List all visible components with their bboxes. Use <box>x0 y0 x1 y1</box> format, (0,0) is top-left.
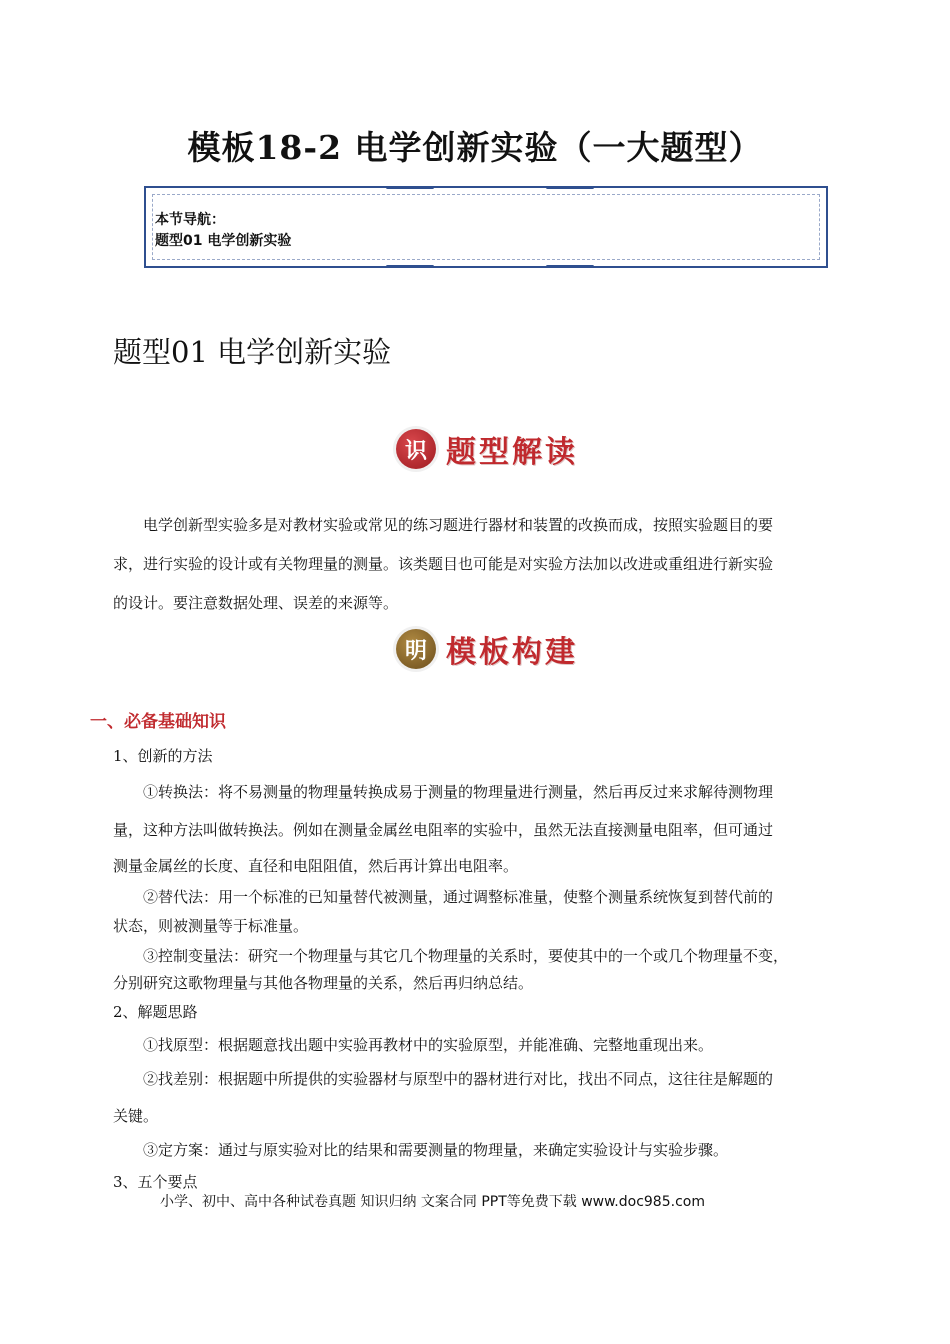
seal-icon: 明 <box>396 629 436 669</box>
intro-line-3: 的设计。要注意数据处理、误差的来源等。 <box>113 594 399 612</box>
intro-paragraph-cont <box>113 545 853 623</box>
navigation-link-item-1[interactable]: 题型01 电学创新实验 <box>155 233 292 249</box>
method-1-line-1: ①转换法：将不易测量的物理量转换成易于测量的物理量进行测量，然后再反过来求解待测物理 <box>143 783 774 801</box>
method-2-line-2: 状态，则被测量等于标准量。 <box>113 917 309 935</box>
badge-template-construction <box>396 627 578 671</box>
step-2-line-1: ②找差别：根据题中所提供的实验器材与原型中的器材进行对比，找出不同点，这往往是解题的 <box>143 1070 774 1088</box>
intro-paragraph <box>113 506 853 545</box>
section-heading: 题型01 电学创新实验 <box>113 335 392 369</box>
method-3-line-2: 分别研究这歌物理量与其他各物理量的关系，然后再归纳总结。 <box>113 974 534 992</box>
intro-line-1: 电学创新型实验多是对教材实验或常见的练习题进行器材和装置的改换而成，按照实验题目的要 <box>143 516 774 534</box>
item-2-title: 2、解题思路 <box>113 1003 198 1021</box>
navigation-box-decor-bottom-right <box>546 265 594 268</box>
navigation-box-decor-bottom-left <box>386 265 434 268</box>
navigation-box-dashed-border <box>152 194 820 260</box>
section-navigation-box <box>144 186 828 268</box>
badge-label: 题型解读 <box>446 435 578 470</box>
knowledge-heading: 一、必备基础知识 <box>90 712 226 732</box>
method-3-line-1: ③控制变量法：研究一个物理量与其它几个物理量的关系时，要使其中的一个或几个物理量不变， <box>143 947 789 965</box>
navigation-box-decor-top-right <box>546 186 594 189</box>
navigation-heading: 本节导航： <box>155 212 225 228</box>
intro-line-2: 求，进行实验的设计或有关物理量的测量。该类题目也可能是对实验方法加以改进或重组进行新实验 <box>113 555 774 573</box>
item-1-title: 1、创新的方法 <box>113 747 213 765</box>
step-3-line: ③定方案：通过与原实验对比的结果和需要测量的物理量，来确定实验设计与实验步骤。 <box>143 1141 729 1159</box>
method-1-line-2: 量，这种方法叫做转换法。例如在测量金属丝电阻率的实验中，虽然无法直接测量电阻率，但可通过 <box>113 821 774 839</box>
seal-icon: 识 <box>396 429 436 469</box>
step-1-line: ①找原型：根据题意找出题中实验再教材中的实验原型，并能准确、完整地重现出来。 <box>143 1036 714 1054</box>
page-title: 模板18-2 电学创新实验（一大题型） <box>187 128 763 167</box>
navigation-box-decor-top-left <box>386 186 434 189</box>
badge-label: 模板构建 <box>446 635 578 670</box>
badge-question-type-interpretation <box>396 427 578 471</box>
item-3-title: 3、五个要点 <box>113 1173 198 1191</box>
step-2-line-2: 关键。 <box>113 1107 159 1125</box>
page-footer: 小学、初中、高中各种试卷真题 知识归纳 文案合同 PPT等免费下载 www.doc985.com <box>160 1194 705 1210</box>
method-1-line-3: 测量金属丝的长度、直径和电阻阻值，然后再计算出电阻率。 <box>113 857 519 875</box>
method-2-line-1: ②替代法：用一个标准的已知量替代被测量，通过调整标准量，使整个测量系统恢复到替代前的 <box>143 888 774 906</box>
